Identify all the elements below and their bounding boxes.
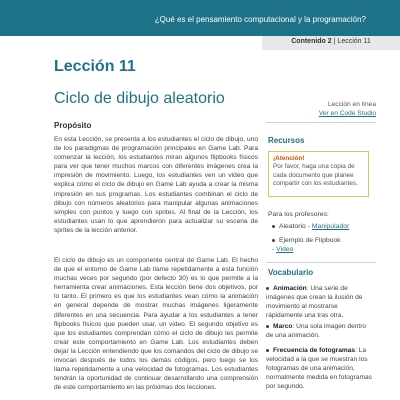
code-studio-link[interactable]: Ver en Code Studio <box>318 110 376 117</box>
vocab-item-marco <box>266 322 374 340</box>
vocab-definition: : La velocidad a la que se muestran los fotogramas de una animación, normalmente medida en fotogramas por segundo. <box>266 347 372 391</box>
vocab-item-animacion <box>266 284 374 320</box>
purpose-paragraph-1: En esta Lección, se presenta a los estudiantes el ciclo de dibujo, uno de los paradigmas de programación principales en Game Lab. Para comenzar la lección, los estudiantes miran algunos flipbooks físicos para ver que tener muchos marcos con diferentes imágenes crea la impresión de movimiento. Luego, los estudiantes ven un video que explica cómo el ciclo de dibujo en Game Lab ayuda a crear la misma impresión en sus programas. Los estudiantes combinan el ciclo de dibujo con números aleatorios para manipular algunas animaciones simples con puntos y luego con sprites. Al final de la Lección, los estudiantes usan lo que aprendieron para actualizar su escena de sprites de la lección anterior. <box>54 136 258 234</box>
lesson-title: Ciclo de dibujo aleatorio <box>54 90 225 107</box>
vocab-heading: Vocabulario <box>268 268 314 277</box>
resource-item-aleatorio <box>272 222 372 231</box>
resource-label: Ejemplo de Flipbook - <box>272 237 341 253</box>
attention-title: ¡Atención! <box>273 155 305 162</box>
bullet-icon <box>272 225 275 228</box>
lesson-number: Lección 11 <box>54 58 136 75</box>
purpose-heading: Propósito <box>54 121 92 130</box>
course-title: ¿Qué es el pensamiento computacional y la programación? <box>154 15 366 24</box>
vocab-term: Animación <box>273 285 307 292</box>
teachers-label: Para los profesores: <box>268 211 329 218</box>
vocab-definition: : Una serie de imágenes que crean la ilusión de movimiento al mostrarse rápidamente una tras otra. <box>266 285 363 320</box>
bullet-icon <box>266 325 269 328</box>
video-link[interactable]: Video <box>276 246 294 253</box>
content-lesson-label <box>262 38 400 45</box>
manipulador-link[interactable]: Manipulador <box>311 223 350 230</box>
content-label: Contenido 2 <box>291 38 332 45</box>
vocab-definition: : Una sola imagen dentro de una animación. <box>266 323 367 340</box>
attention-content <box>273 155 365 189</box>
online-lesson-block <box>266 100 376 118</box>
vocab-item-frecuencia <box>266 346 374 391</box>
content-lesson-bar <box>262 36 400 50</box>
online-lesson-label: Lección en línea <box>327 101 376 108</box>
purpose-paragraph-2: El ciclo de dibujo es un componente central de Game Lab. El hecho de que el entorno de Game Lab llame repetidamente a esta función muchas veces por segundo (por defecto 30) es lo que permite a la herramienta crear animaciones. Esta lección tiene dos objetivos, por lo tanto. El primero es que los estudiantes vean cómo la animación en general depende de mostrar muchas imágenes ligeramente diferentes en una secuencia. Para ayudar a los estudiantes a tener flipbooks físicos que pueden usar, un video. El segundo objetivo es que los estudiantes comprendan cómo el ciclo de dibujo les permite crear este comportamiento en Game Lab. Los estudiantes deben dejar la Lección entendiendo que los comandos del ciclo de dibujo se invocan después de todos los demás códigos, pero luego se los llama repetidamente a una velocidad de fotogramas. Los estudiantes tendrán la oportunidad de continuar desarrollando una comprensión de este comportamiento en las próximas dos lecciones. <box>54 257 258 392</box>
resource-item-flipbook <box>272 236 342 254</box>
attention-text: Por favor, haga una copia de cada documento que planee compartir con los estudiantes. <box>273 163 358 188</box>
lesson-label: Lección 11 <box>337 38 371 45</box>
label-separator: | <box>333 38 336 45</box>
header-bar <box>0 0 400 36</box>
vocab-term: Marco <box>273 323 293 330</box>
bullet-icon <box>266 287 269 290</box>
vocab-term: Frecuencia de fotogramas <box>273 347 356 354</box>
bullet-icon <box>272 239 275 242</box>
attention-box <box>268 151 369 197</box>
bullet-icon <box>266 349 269 352</box>
divider <box>266 262 376 263</box>
resources-heading: Recursos <box>268 136 305 145</box>
resource-label: Aleatorio - <box>279 223 312 230</box>
divider <box>266 122 376 123</box>
